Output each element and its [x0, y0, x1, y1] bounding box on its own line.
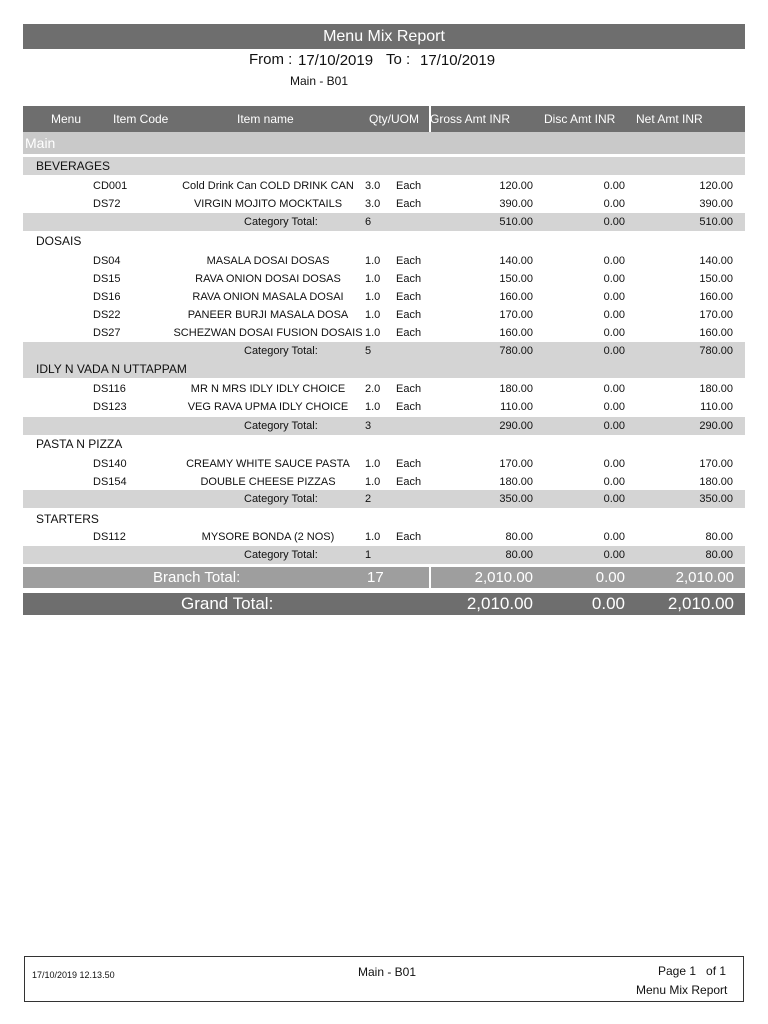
- from-date: 17/10/2019: [298, 52, 374, 69]
- item-uom: Each: [396, 291, 422, 303]
- category-name: BEVERAGES: [36, 159, 111, 173]
- item-disc: 0.00: [603, 255, 625, 267]
- category-total-qty: 3: [365, 420, 372, 432]
- item-qty: 3.0: [365, 198, 381, 210]
- item-code: DS140: [93, 458, 127, 470]
- item-gross: 110.00: [500, 401, 533, 413]
- category-total-label: Category Total:: [244, 216, 318, 228]
- item-name: VEG RAVA UPMA IDLY CHOICE: [187, 401, 349, 413]
- item-net: 150.00: [699, 273, 733, 285]
- grand-total-net: 2,010.00: [667, 594, 734, 613]
- item-net: 80.00: [705, 531, 733, 543]
- item-name: Cold Drink Can COLD DRINK CAN: [182, 180, 354, 192]
- category-total-qty: 5: [365, 345, 372, 357]
- category-total-qty: 6: [365, 216, 372, 228]
- item-qty: 1.0: [365, 401, 381, 413]
- item-name: RAVA ONION DOSAI DOSAS: [195, 273, 341, 285]
- col-disc: Disc Amt INR: [544, 112, 616, 126]
- item-name: MR N MRS IDLY IDLY CHOICE: [190, 383, 346, 395]
- category-name: DOSAIS: [36, 234, 82, 248]
- item-net: 140.00: [699, 255, 733, 267]
- item-gross: 150.00: [499, 273, 533, 285]
- category-total-disc: 0.00: [603, 345, 625, 357]
- item-gross: 120.00: [499, 180, 533, 192]
- item-qty: 3.0: [365, 180, 381, 192]
- item-gross: 180.00: [499, 383, 533, 395]
- item-gross: 170.00: [499, 309, 533, 321]
- item-gross: 170.00: [499, 458, 533, 470]
- item-disc: 0.00: [603, 327, 625, 339]
- item-disc: 0.00: [603, 476, 625, 488]
- to-label: To :: [386, 51, 411, 68]
- item-disc: 0.00: [603, 309, 625, 321]
- item-name: SCHEZWAN DOSAI FUSION DOSAIS: [173, 327, 363, 339]
- to-date: 17/10/2019: [420, 52, 496, 69]
- category-total-net: 80.00: [705, 549, 733, 561]
- category-total-disc: 0.00: [603, 420, 625, 432]
- item-gross: 160.00: [499, 327, 533, 339]
- category-total-label: Category Total:: [244, 420, 318, 432]
- category-total-row: [23, 546, 745, 564]
- category-total-row: [23, 342, 745, 360]
- item-uom: Each: [396, 273, 422, 285]
- item-code: DS154: [93, 476, 127, 488]
- category-name: STARTERS: [36, 512, 99, 526]
- table-row: [23, 473, 745, 491]
- item-qty: 1.0: [365, 273, 381, 285]
- item-net: 390.00: [699, 198, 733, 210]
- col-menu: Menu: [51, 112, 82, 126]
- category-total-gross: 290.00: [499, 420, 533, 432]
- branch-total-gross: 2,010.00: [474, 569, 533, 586]
- grand-total-label: Grand Total:: [181, 594, 274, 613]
- item-uom: Each: [396, 476, 422, 488]
- item-disc: 0.00: [603, 401, 625, 413]
- item-name: PANEER BURJI MASALA DOSA: [187, 309, 349, 321]
- item-code: DS22: [93, 309, 121, 321]
- footer-timestamp: 17/10/2019 12.13.50: [32, 970, 115, 980]
- branch-total-row: [23, 567, 745, 588]
- item-name: RAVA ONION MASALA DOSAI: [192, 291, 344, 303]
- item-uom: Each: [396, 180, 422, 192]
- menu-group-label: Main: [25, 135, 56, 151]
- category-total-net: 290.00: [699, 420, 733, 432]
- col-net: Net Amt INR: [636, 112, 703, 126]
- item-disc: 0.00: [603, 180, 625, 192]
- table-row: [23, 398, 745, 416]
- item-code: DS72: [93, 198, 121, 210]
- category-total-qty: 1: [365, 549, 372, 561]
- table-row: [23, 177, 745, 195]
- category-total-row: [23, 417, 745, 435]
- grand-total-gross: 2,010.00: [466, 594, 533, 613]
- category-total-gross: 510.00: [499, 216, 533, 228]
- category-total-label: Category Total:: [244, 549, 318, 561]
- item-code: CD001: [93, 180, 128, 192]
- category-total-net: 780.00: [699, 345, 733, 357]
- item-name: DOUBLE CHEESE PIZZAS: [200, 476, 336, 488]
- table-row: [23, 270, 745, 288]
- table-row: [23, 306, 745, 324]
- category-total-qty: 2: [365, 493, 372, 505]
- item-gross: 80.00: [505, 531, 533, 543]
- item-net: 160.00: [699, 291, 733, 303]
- category-total-row: [23, 490, 745, 508]
- item-gross: 390.00: [499, 198, 533, 210]
- category-total-label: Category Total:: [244, 345, 318, 357]
- category-total-disc: 0.00: [603, 493, 625, 505]
- item-name: CREAMY WHITE SAUCE PASTA: [186, 458, 350, 470]
- table-row: [23, 252, 745, 270]
- item-disc: 0.00: [603, 291, 625, 303]
- item-qty: 1.0: [365, 476, 381, 488]
- category-name: PASTA N PIZZA: [36, 437, 123, 451]
- branch-total-label: Branch Total:: [153, 569, 241, 586]
- table-row: [23, 195, 745, 213]
- grand-total-row: [23, 593, 745, 615]
- category-total-gross: 780.00: [499, 345, 533, 357]
- item-qty: 1.0: [365, 531, 381, 543]
- item-qty: 1.0: [365, 255, 381, 267]
- branch-total-net: 2,010.00: [675, 569, 734, 586]
- item-disc: 0.00: [603, 198, 625, 210]
- item-uom: Each: [396, 255, 422, 267]
- category-total-row: [23, 213, 745, 231]
- item-uom: Each: [396, 401, 422, 413]
- item-qty: 2.0: [365, 383, 381, 395]
- column-header: [23, 106, 745, 132]
- item-name: MASALA DOSAI DOSAS: [206, 255, 330, 267]
- category-total-disc: 0.00: [603, 216, 625, 228]
- footer-branch: Main - B01: [358, 965, 417, 979]
- item-net: 170.00: [699, 458, 733, 470]
- item-net: 180.00: [699, 383, 733, 395]
- branch-subtitle: Main - B01: [290, 74, 349, 88]
- report-title-bar: [23, 24, 745, 49]
- item-uom: Each: [396, 327, 422, 339]
- item-net: 160.00: [699, 327, 733, 339]
- category-total-disc: 0.00: [603, 549, 625, 561]
- category-name: IDLY N VADA N UTTAPPAM: [36, 362, 187, 376]
- item-uom: Each: [396, 309, 422, 321]
- item-disc: 0.00: [603, 531, 625, 543]
- category-total-gross: 80.00: [505, 549, 533, 561]
- branch-total-disc: 0.00: [595, 569, 625, 586]
- from-label: From :: [249, 51, 293, 68]
- table-row: [23, 455, 745, 473]
- col-item-code: Item Code: [113, 112, 169, 126]
- menu-group-band: [23, 132, 745, 154]
- category-total-gross: 350.00: [499, 493, 533, 505]
- item-qty: 1.0: [365, 327, 381, 339]
- category-total-net: 510.00: [699, 216, 733, 228]
- col-item-name: Item name: [237, 112, 294, 126]
- item-gross: 180.00: [499, 476, 533, 488]
- table-row: [23, 288, 745, 306]
- footer-page-number: Page 1 of 1: [658, 964, 727, 978]
- col-qty-uom: Qty/UOM: [369, 112, 419, 126]
- item-uom: Each: [396, 198, 422, 210]
- report-title: Menu Mix Report: [323, 28, 445, 45]
- item-disc: 0.00: [603, 458, 625, 470]
- item-code: DS16: [93, 291, 121, 303]
- footer-report-name: Menu Mix Report: [636, 983, 728, 997]
- item-name: MYSORE BONDA (2 NOS): [201, 531, 335, 543]
- table-row: [23, 528, 745, 546]
- item-net: 120.00: [699, 180, 733, 192]
- item-name: VIRGIN MOJITO MOCKTAILS: [193, 198, 343, 210]
- item-net: 110.00: [700, 401, 733, 413]
- item-code: DS112: [93, 531, 126, 543]
- item-qty: 1.0: [365, 309, 381, 321]
- item-uom: Each: [396, 531, 422, 543]
- item-uom: Each: [396, 383, 422, 395]
- item-code: DS116: [93, 383, 126, 395]
- item-gross: 140.00: [499, 255, 533, 267]
- item-code: DS15: [93, 273, 121, 285]
- item-net: 180.00: [699, 476, 733, 488]
- item-uom: Each: [396, 458, 422, 470]
- category-total-label: Category Total:: [244, 493, 318, 505]
- grand-total-disc: 0.00: [591, 594, 625, 613]
- table-row: [23, 380, 745, 398]
- item-disc: 0.00: [603, 273, 625, 285]
- table-row: [23, 324, 745, 342]
- item-code: DS27: [93, 327, 121, 339]
- item-disc: 0.00: [603, 383, 625, 395]
- item-gross: 160.00: [499, 291, 533, 303]
- item-code: DS123: [93, 401, 127, 413]
- category-total-net: 350.00: [699, 493, 733, 505]
- item-qty: 1.0: [365, 291, 381, 303]
- category-band: [23, 157, 745, 175]
- item-net: 170.00: [699, 309, 733, 321]
- item-qty: 1.0: [365, 458, 381, 470]
- page-footer: [24, 956, 744, 1002]
- branch-total-qty: 17: [367, 569, 384, 586]
- col-gross: Gross Amt INR: [430, 112, 511, 126]
- item-code: DS04: [93, 255, 121, 267]
